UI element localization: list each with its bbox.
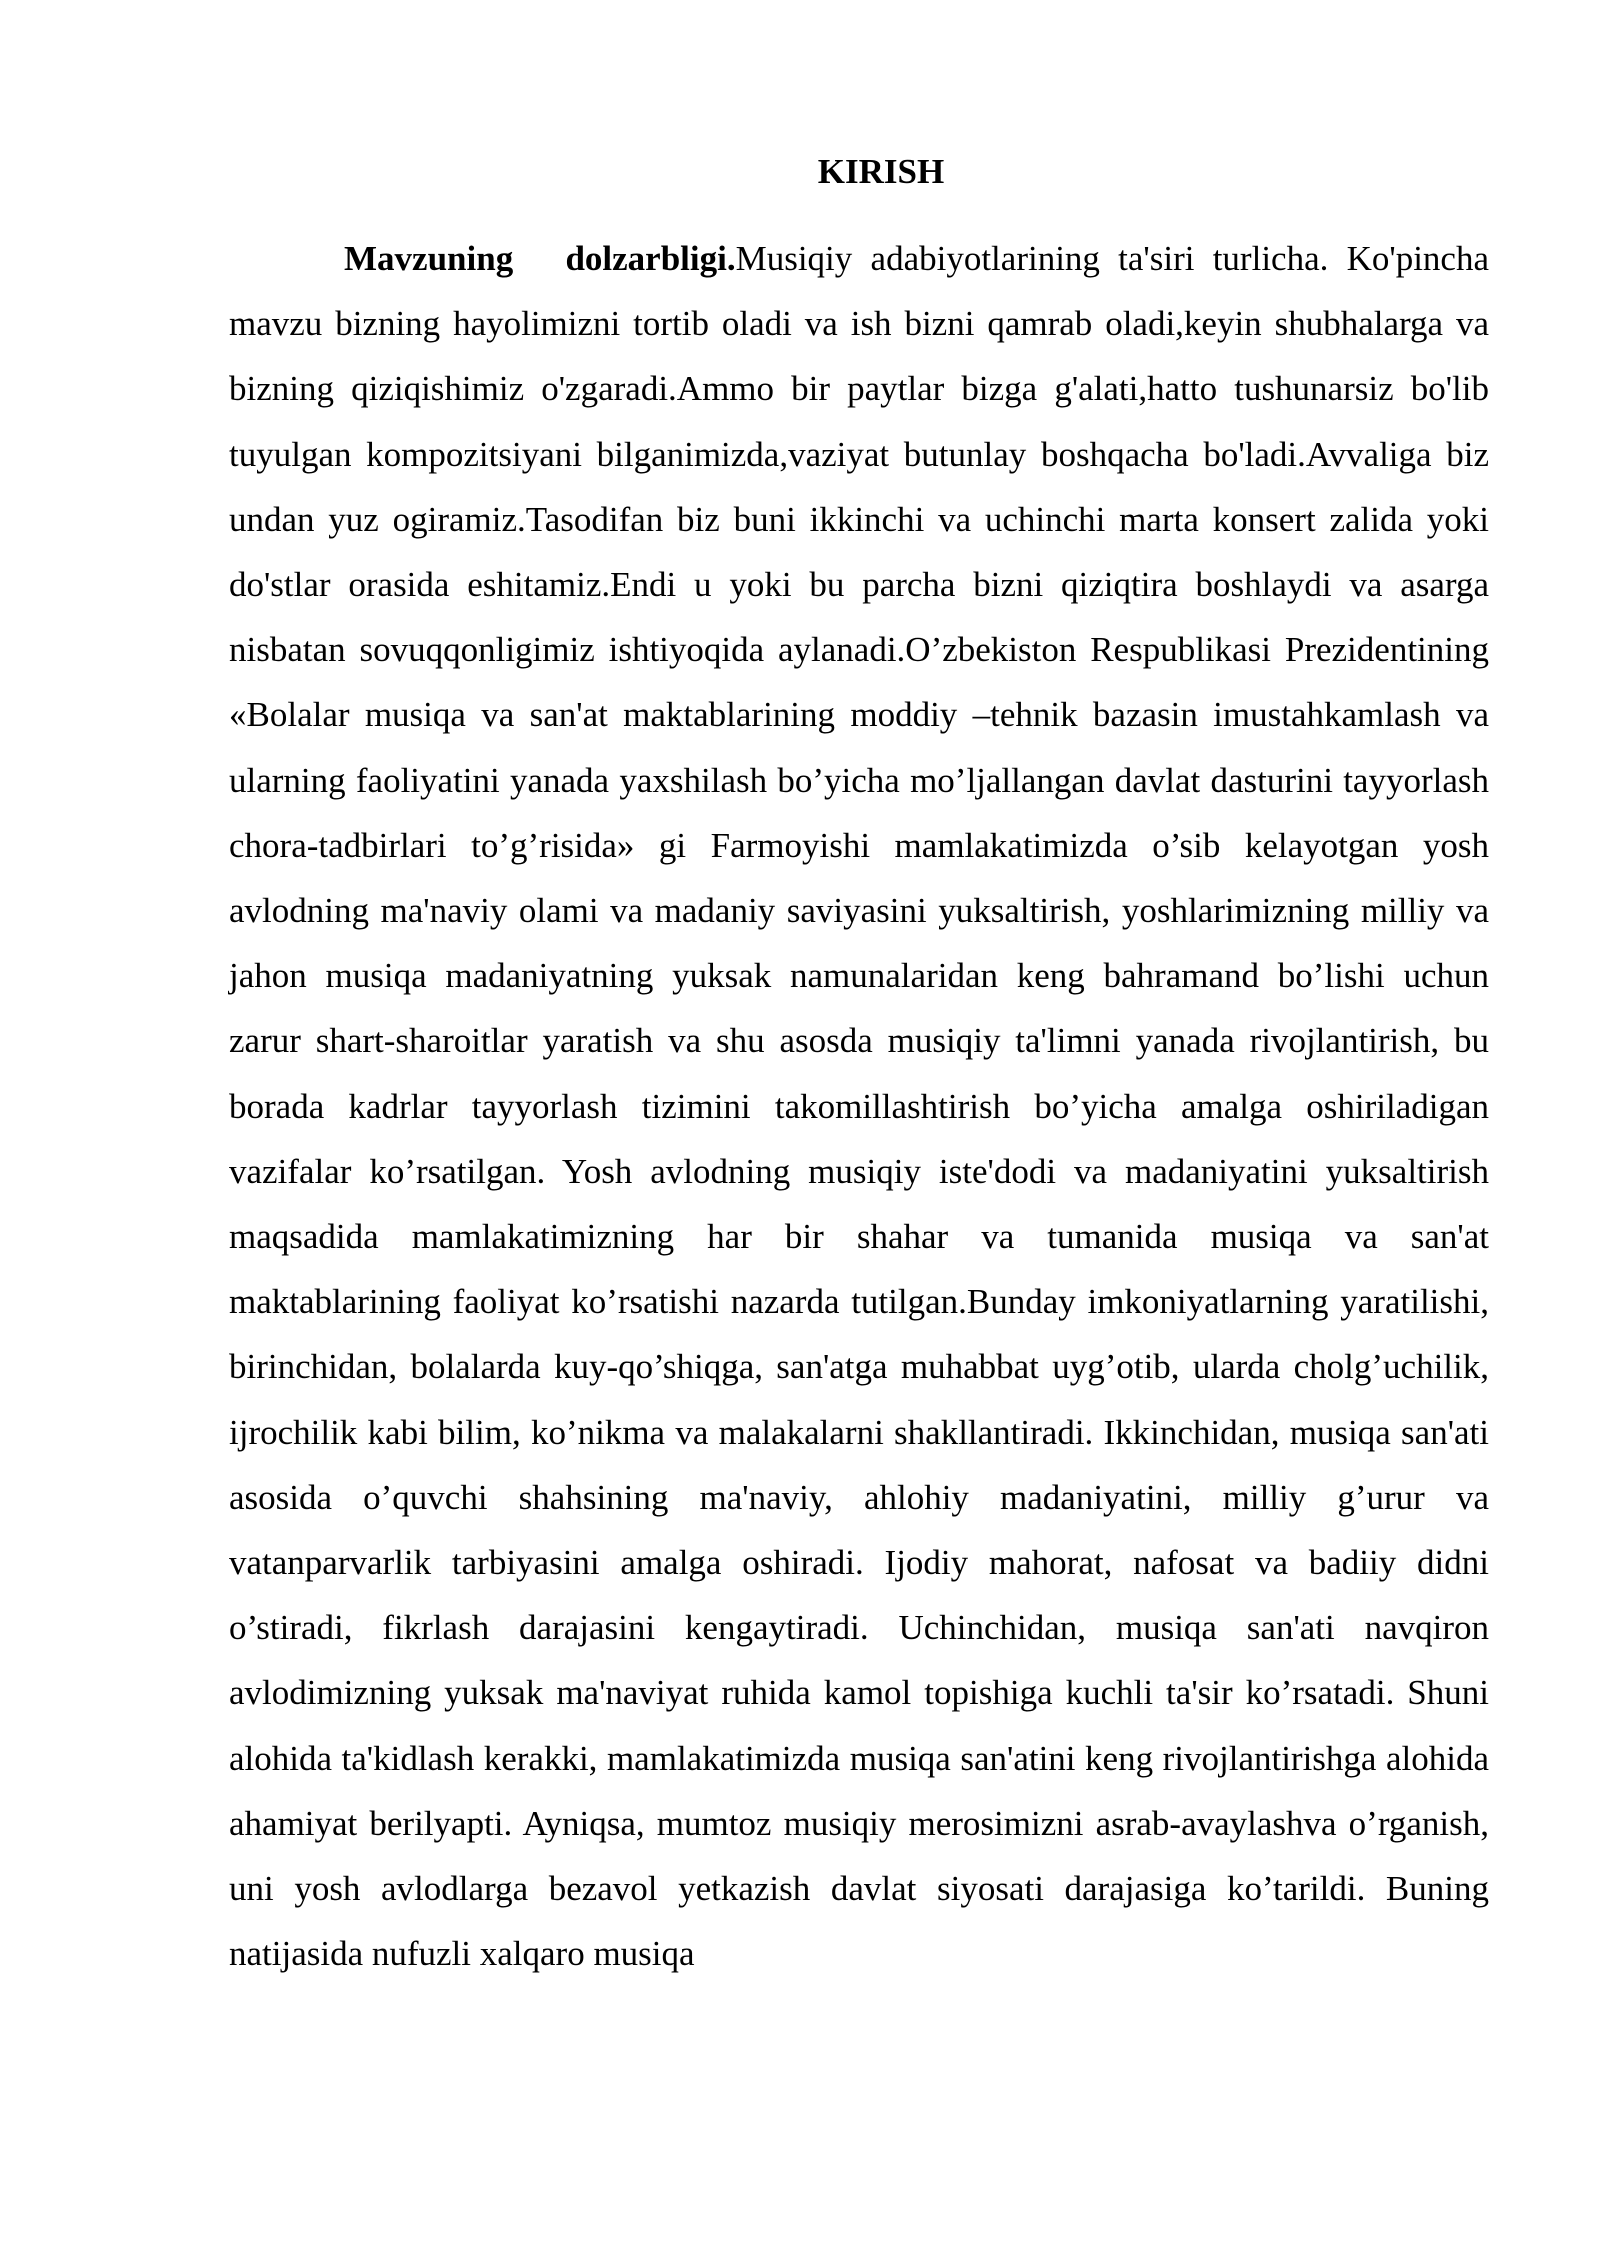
- section-lead-heading: Mavzuning dolzarbligi.: [344, 239, 736, 278]
- page-title: KIRISH: [817, 152, 945, 191]
- body-paragraph: [229, 226, 1489, 1986]
- paragraph-text: Musiqiy adabiyotlarining ta'siri turlicha. Ko'pincha mavzu bizning hayolimizni tortib oladi va ish bizni qamrab oladi,keyin shubhalarga va bizning qiziqishimiz o'zgaradi.Ammo bir paytlar bizga g'alati,hatto tushunarsiz bo'lib tuyulgan kompozitsiyani bilganimizda,vaziyat butunlay boshqacha bo'ladi.Avvaliga biz undan yuz ogiramiz.Tasodifan biz buni ikkinchi va uchinchi marta konsert zalida yoki do'stlar orasida eshitamiz.Endi u yoki bu parcha bizni qiziqtira boshlaydi va asarga nisbatan sovuqqonligimiz ishtiyoqida aylanadi.O’zbekiston Respublikasi Prezidentining «Bolalar musiqa va san'at maktablarining moddiy –tehnik bazasin imustahkamlash va ularning faoliyatini yanada yaxshilash bo’yicha mo’ljallangan davlat dasturini tayyorlash chora-tadbirlari to’g’risida» gi Farmoyishi mamlakatimizda o’sib kelayotgan yosh avlodning ma'naviy olami va madaniy saviyasini yuksaltirish, yoshlarimizning milliy va jahon musiqa madaniyatning yuksak namunalaridan keng bahramand bo’lishi uchun zarur shart-sharoitlar yaratish va shu asosda musiqiy ta'limni yanada rivojlantirish, bu borada kadrlar tayyorlash tizimini takomillashtirish bo’yicha amalga oshiriladigan vazifalar ko’rsatilgan. Yosh avlodning musiqiy iste'dodi va madaniyatini yuksaltirish maqsadida mamlakatimizning har bir shahar va tumanida musiqa va san'at maktablarining faoliyat ko’rsatishi nazarda tutilgan.Bunday imkoniyatlarning yaratilishi, birinchidan, bolalarda kuy-qo’shiqga, san'atga muhabbat uyg’otib, ularda cholg’uchilik, ijrochilik kabi bilim, ko’nikma va malakalarni shakllantiradi. Ikkinchidan, musiqa san'ati asosida o’quvchi shahsining ma'naviy, ahlohiy madaniyatini, milliy g’urur va vatanparvarlik tarbiyasini amalga oshiradi. Ijodiy mahorat, nafosat va badiiy didni o’stiradi, fikrlash darajasini kengaytiradi. Uchinchidan, musiqa san'ati navqiron avlodimizning yuksak ma'naviyat ruhida kamol topishiga kuchli ta'sir ko’rsatadi. Shuni alohida ta'kidlash kerakki, mamlakatimizda musiqa san'atini keng rivojlantirishga alohida ahamiyat berilyapti. Ayniqsa, mumtoz musiqiy merosimizni asrab-avaylashva o’rganish, uni yosh avlodlarga bezavol yetkazish davlat siyosati darajasiga ko’tarildi. Buning natijasida nufuzli xalqaro musiqa: [229, 239, 1489, 1974]
